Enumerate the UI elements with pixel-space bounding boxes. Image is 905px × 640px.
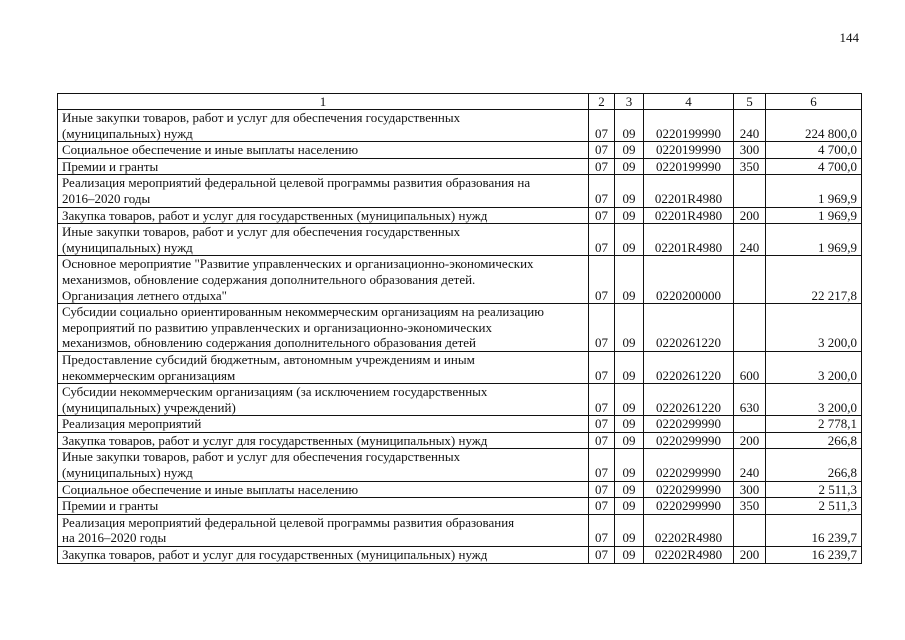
description-cell: Иные закупки товаров, работ и услуг для обеспечения государственных (муниципальных) нужд xyxy=(58,224,589,256)
target-article-cell: 02202R4980 xyxy=(644,547,734,564)
subsection-cell: 09 xyxy=(615,207,644,224)
table-row xyxy=(58,158,862,175)
target-article-cell: 0220299990 xyxy=(644,498,734,515)
expense-type-cell: 240 xyxy=(734,110,766,142)
description-cell: Субсидии некоммерческим организациям (за исключением государственных (муниципальных) учреждений) xyxy=(58,384,589,416)
subsection-cell: 09 xyxy=(615,514,644,546)
target-article-cell: 0220261220 xyxy=(644,304,734,352)
subsection-cell: 09 xyxy=(615,158,644,175)
section-cell: 07 xyxy=(589,142,615,159)
section-cell: 07 xyxy=(589,175,615,207)
subsection-cell: 09 xyxy=(615,304,644,352)
section-cell: 07 xyxy=(589,432,615,449)
subsection-cell: 09 xyxy=(615,110,644,142)
expense-type-cell xyxy=(734,514,766,546)
description-cell: Закупка товаров, работ и услуг для государственных (муниципальных) нужд xyxy=(58,547,589,564)
table-row xyxy=(58,175,862,207)
expense-type-cell: 350 xyxy=(734,158,766,175)
header-col-1: 1 xyxy=(58,94,589,110)
table-row xyxy=(58,498,862,515)
target-article-cell: 0220299990 xyxy=(644,432,734,449)
expense-type-cell: 200 xyxy=(734,432,766,449)
table-row xyxy=(58,207,862,224)
description-cell: Закупка товаров, работ и услуг для государственных (муниципальных) нужд xyxy=(58,432,589,449)
target-article-cell: 02202R4980 xyxy=(644,514,734,546)
target-article-cell: 0220261220 xyxy=(644,351,734,383)
header-col-3: 3 xyxy=(615,94,644,110)
amount-cell: 3 200,0 xyxy=(766,351,862,383)
section-cell: 07 xyxy=(589,256,615,304)
target-article-cell: 0220299990 xyxy=(644,416,734,433)
description-cell: Премии и гранты xyxy=(58,158,589,175)
table-row xyxy=(58,514,862,546)
description-cell: Субсидии социально ориентированным некоммерческим организациям на реализацию мероприятий по развитию управленческих и организационно-экономических механизмов, обновлению содержания дополнительного образования детей xyxy=(58,304,589,352)
description-cell: Реализация мероприятий xyxy=(58,416,589,433)
amount-cell: 22 217,8 xyxy=(766,256,862,304)
section-cell: 07 xyxy=(589,384,615,416)
expense-type-cell xyxy=(734,256,766,304)
amount-cell: 16 239,7 xyxy=(766,547,862,564)
target-article-cell: 0220200000 xyxy=(644,256,734,304)
amount-cell: 1 969,9 xyxy=(766,175,862,207)
description-cell: Социальное обеспечение и иные выплаты населению xyxy=(58,481,589,498)
expense-type-cell: 300 xyxy=(734,142,766,159)
amount-cell: 4 700,0 xyxy=(766,142,862,159)
section-cell: 07 xyxy=(589,224,615,256)
amount-cell: 1 969,9 xyxy=(766,207,862,224)
section-cell: 07 xyxy=(589,449,615,481)
expense-type-cell: 200 xyxy=(734,547,766,564)
section-cell: 07 xyxy=(589,416,615,433)
subsection-cell: 09 xyxy=(615,142,644,159)
amount-cell: 266,8 xyxy=(766,432,862,449)
expense-type-cell: 350 xyxy=(734,498,766,515)
subsection-cell: 09 xyxy=(615,256,644,304)
target-article-cell: 02201R4980 xyxy=(644,207,734,224)
target-article-cell: 0220299990 xyxy=(644,481,734,498)
subsection-cell: 09 xyxy=(615,384,644,416)
table-row xyxy=(58,384,862,416)
target-article-cell: 02201R4980 xyxy=(644,175,734,207)
subsection-cell: 09 xyxy=(615,432,644,449)
subsection-cell: 09 xyxy=(615,547,644,564)
target-article-cell: 02201R4980 xyxy=(644,224,734,256)
amount-cell: 2 778,1 xyxy=(766,416,862,433)
table-row xyxy=(58,224,862,256)
amount-cell: 16 239,7 xyxy=(766,514,862,546)
section-cell: 07 xyxy=(589,481,615,498)
header-col-5: 5 xyxy=(734,94,766,110)
table-row xyxy=(58,481,862,498)
table-row xyxy=(58,432,862,449)
section-cell: 07 xyxy=(589,110,615,142)
description-cell: Предоставление субсидий бюджетным, автономным учреждениям и иным некоммерческим организациям xyxy=(58,351,589,383)
amount-cell: 2 511,3 xyxy=(766,498,862,515)
expense-type-cell xyxy=(734,175,766,207)
description-cell: Реализация мероприятий федеральной целевой программы развития образования на 2016–2020 годы xyxy=(58,514,589,546)
amount-cell: 1 969,9 xyxy=(766,224,862,256)
expense-type-cell: 240 xyxy=(734,449,766,481)
target-article-cell: 0220199990 xyxy=(644,142,734,159)
subsection-cell: 09 xyxy=(615,175,644,207)
amount-cell: 3 200,0 xyxy=(766,304,862,352)
table-row xyxy=(58,449,862,481)
section-cell: 07 xyxy=(589,304,615,352)
table-row xyxy=(58,547,862,564)
amount-cell: 2 511,3 xyxy=(766,481,862,498)
section-cell: 07 xyxy=(589,498,615,515)
target-article-cell: 0220261220 xyxy=(644,384,734,416)
description-cell: Закупка товаров, работ и услуг для государственных (муниципальных) нужд xyxy=(58,207,589,224)
description-cell: Социальное обеспечение и иные выплаты населению xyxy=(58,142,589,159)
subsection-cell: 09 xyxy=(615,498,644,515)
page-number: 144 xyxy=(839,30,859,45)
section-cell: 07 xyxy=(589,547,615,564)
expense-type-cell: 600 xyxy=(734,351,766,383)
expense-type-cell: 200 xyxy=(734,207,766,224)
table-row xyxy=(58,256,862,304)
subsection-cell: 09 xyxy=(615,449,644,481)
description-cell: Иные закупки товаров, работ и услуг для обеспечения государственных (муниципальных) нужд xyxy=(58,449,589,481)
subsection-cell: 09 xyxy=(615,416,644,433)
description-cell: Премии и гранты xyxy=(58,498,589,515)
budget-table xyxy=(57,93,862,564)
table-row xyxy=(58,351,862,383)
target-article-cell: 0220199990 xyxy=(644,110,734,142)
description-cell: Иные закупки товаров, работ и услуг для обеспечения государственных (муниципальных) нужд xyxy=(58,110,589,142)
section-cell: 07 xyxy=(589,207,615,224)
header-col-6: 6 xyxy=(766,94,862,110)
target-article-cell: 0220299990 xyxy=(644,449,734,481)
table-row xyxy=(58,110,862,142)
target-article-cell: 0220199990 xyxy=(644,158,734,175)
header-col-4: 4 xyxy=(644,94,734,110)
amount-cell: 4 700,0 xyxy=(766,158,862,175)
expense-type-cell xyxy=(734,304,766,352)
table-row xyxy=(58,416,862,433)
description-cell: Основное мероприятие "Развитие управленческих и организационно-экономических механизмов, обновление содержания дополнительного образования детей. Организация летнего отдыха" xyxy=(58,256,589,304)
section-cell: 07 xyxy=(589,158,615,175)
table-row xyxy=(58,142,862,159)
section-cell: 07 xyxy=(589,514,615,546)
header-col-2: 2 xyxy=(589,94,615,110)
expense-type-cell: 240 xyxy=(734,224,766,256)
amount-cell: 266,8 xyxy=(766,449,862,481)
expense-type-cell xyxy=(734,416,766,433)
subsection-cell: 09 xyxy=(615,351,644,383)
subsection-cell: 09 xyxy=(615,224,644,256)
amount-cell: 224 800,0 xyxy=(766,110,862,142)
subsection-cell: 09 xyxy=(615,481,644,498)
table-row xyxy=(58,304,862,352)
expense-type-cell: 300 xyxy=(734,481,766,498)
description-cell: Реализация мероприятий федеральной целевой программы развития образования на 2016–2020 годы xyxy=(58,175,589,207)
section-cell: 07 xyxy=(589,351,615,383)
amount-cell: 3 200,0 xyxy=(766,384,862,416)
expense-type-cell: 630 xyxy=(734,384,766,416)
table-header-row xyxy=(58,94,862,110)
